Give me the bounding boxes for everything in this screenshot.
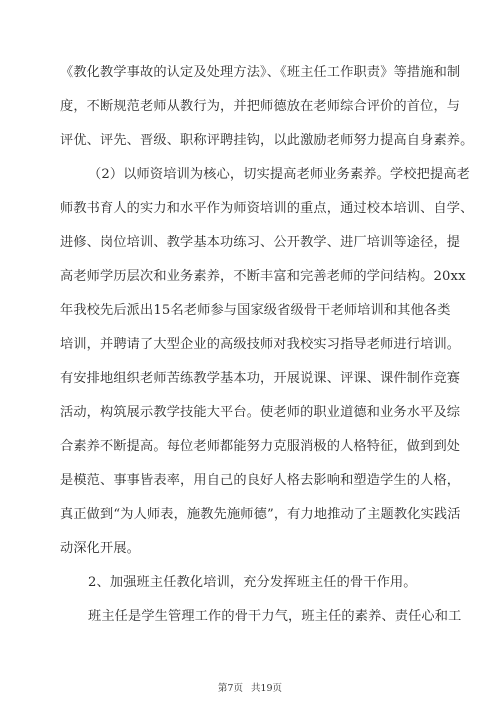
paragraph-line: 师教书育人的实力和水平作为师资培训的重点，通过校本培训、自学、 [60,201,474,216]
paragraph-line: 进修、岗位培训、教学基本功练习、公开教学、进厂培训等途径，提 [60,235,461,250]
paragraph-line: 真正做到“为人师表，施教先施师德”，有力地推动了主题教化实践活 [60,507,461,522]
page-number: 第7页 [217,683,243,694]
paragraph-line: 活动，构筑展示教学技能大平台。使老师的职业道德和业务水平及综 [60,405,461,420]
paragraph-line: 《教化教学事故的认定及处理方法》、《班主任工作职责》等措施和制 [60,65,461,80]
paragraph-line: 有安排地组织老师苦练教学基本功，开展说课、评课、课件制作竞赛 [60,371,461,386]
paragraph-line: 年我校先后派出15名老师参与国家级省级骨干老师培训和其他各类 [60,303,451,318]
page-total: 共19页 [250,683,283,694]
paragraph-line: 高老师学历层次和业务素养，不断丰富和完善老师的学问结构。20xx [60,269,466,284]
paragraph-line: 培训，并聘请了大型企业的高级技师对我校实习指导老师进行培训。 [60,337,461,352]
paragraph-line: （2）以师资培训为核心，切实提高老师业务素养。学校把提高老 [88,167,470,182]
paragraph-line: 是模范、事事皆表率，用自己的良好人格去影响和塑造学生的人格， [60,473,461,488]
page-footer [0,683,500,695]
paragraph-line: 度，不断规范老师从教行为，并把师德放在老师综合评价的首位，与 [60,99,461,114]
paragraph-line: 班主任是学生管理工作的骨干力气，班主任的素养、责任心和工 [88,609,462,624]
paragraph-line: 评优、评先、晋级、职称评聘挂钩，以此激励老师努力提高自身素养。 [60,133,474,148]
section-heading: 2、加强班主任教化培训，充分发挥班主任的骨干作用。 [88,575,417,590]
paragraph-line: 合素养不断提高。每位老师都能努力克服消极的人格特征，做到到处 [60,439,461,454]
paragraph-line: 动深化开展。 [60,541,141,556]
